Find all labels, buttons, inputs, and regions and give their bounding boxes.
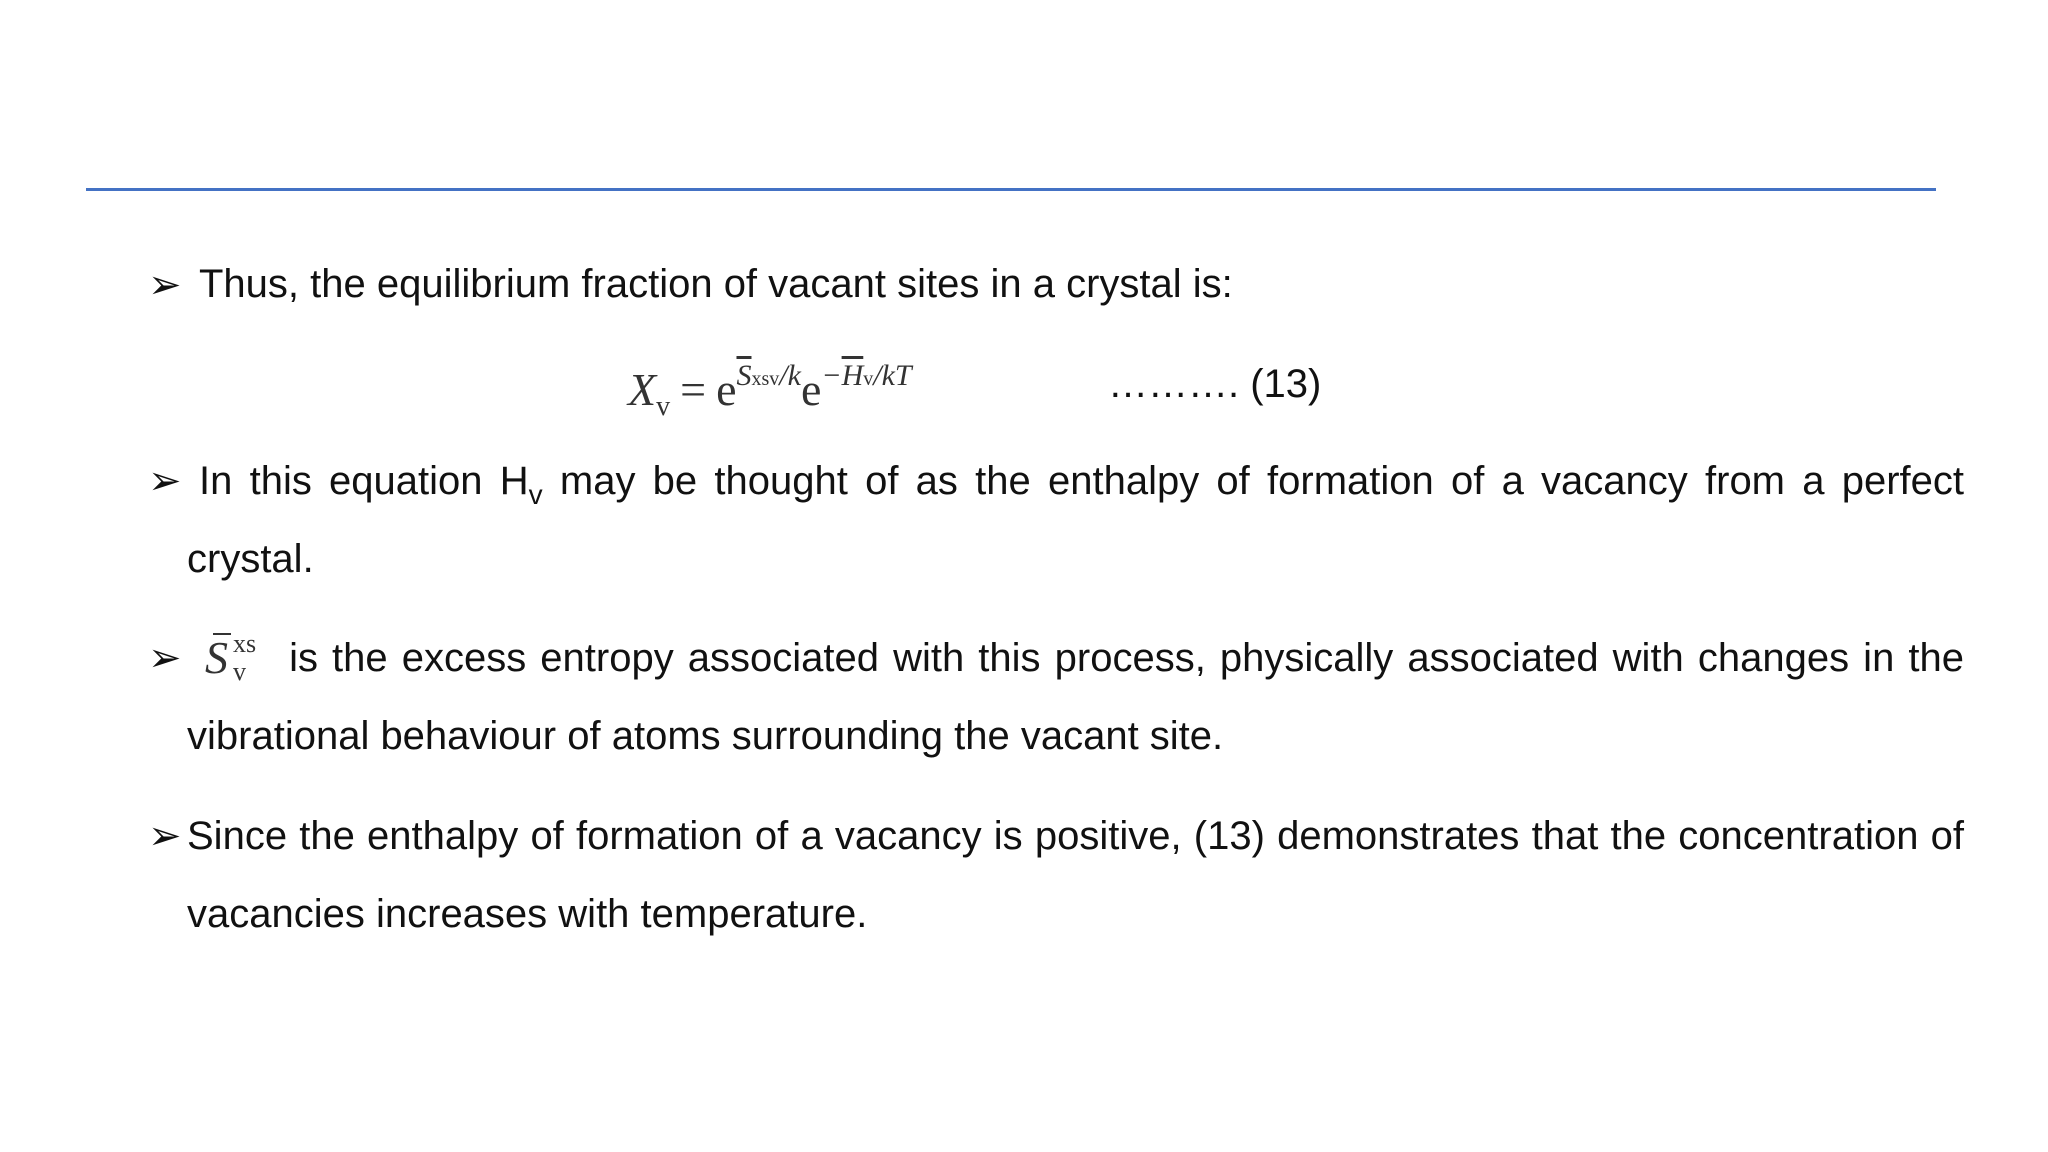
bullet-1-text: Thus, the equilibrium fraction of vacant sites in a crystal is: — [199, 262, 1233, 306]
eq-exp1-sup: xs — [751, 368, 770, 390]
bullet-2-subscript: v — [528, 479, 543, 510]
arrowhead-bullet-icon: ➢ — [148, 636, 182, 680]
bullet-text-1 — [199, 245, 1959, 323]
bullet-text-2 — [187, 442, 1964, 598]
eq-equals: = — [680, 364, 707, 415]
equation-expression — [628, 359, 912, 422]
arrowhead-bullet-icon: ➢ — [148, 459, 182, 503]
eq-exponent-2 — [821, 359, 911, 392]
eq-lhs-sub: v — [656, 391, 671, 422]
header-divider — [86, 188, 1936, 191]
bullet-3-text: is the excess entropy associated with this process, physically associated with changes in the vibrational behaviour of atoms surrounding the vacant site. — [187, 636, 1964, 758]
bullet-2-text-after: may be thought of as the enthalpy of formation of a vacancy from a perfect crystal. — [187, 459, 1964, 581]
eq-base-2: e — [800, 364, 822, 415]
eq-exp1-tail: /k — [779, 359, 801, 392]
eq-lhs-symbol: X — [628, 364, 657, 415]
bullet-text-3 — [187, 619, 1964, 775]
arrowhead-bullet-icon: ➢ — [148, 263, 182, 307]
eq-exponent-1 — [736, 359, 800, 392]
eq-exp2-tail: /kT — [873, 359, 912, 392]
bullet-2-text-before: In this equation H — [199, 459, 529, 503]
eq-exp2-prefix: − — [821, 359, 842, 392]
eq-base-1: e — [716, 364, 737, 415]
equation-13 — [628, 356, 1048, 426]
equation-number: ………. (13) — [1108, 362, 1322, 406]
entropy-symbol-sup: xs — [233, 629, 257, 658]
entropy-symbol-sub: v — [233, 657, 246, 686]
bullet-text-4 — [187, 797, 1964, 953]
eq-exp2-symbol: $\overline{H}$ — [841, 359, 864, 392]
excess-entropy-symbol — [201, 629, 271, 689]
eq-exp2-sub: v — [863, 368, 874, 390]
eq-exp1-sub: v — [769, 368, 780, 390]
eq-exp1-symbol: $\overline{S}$ — [736, 359, 752, 392]
entropy-symbol-letter: S — [205, 632, 228, 683]
arrowhead-bullet-icon: ➢ — [148, 814, 182, 858]
bullet-4-text: Since the enthalpy of formation of a vacancy is positive, (13) demonstrates that the concentration of vacancies increases with temperature. — [187, 814, 1964, 936]
